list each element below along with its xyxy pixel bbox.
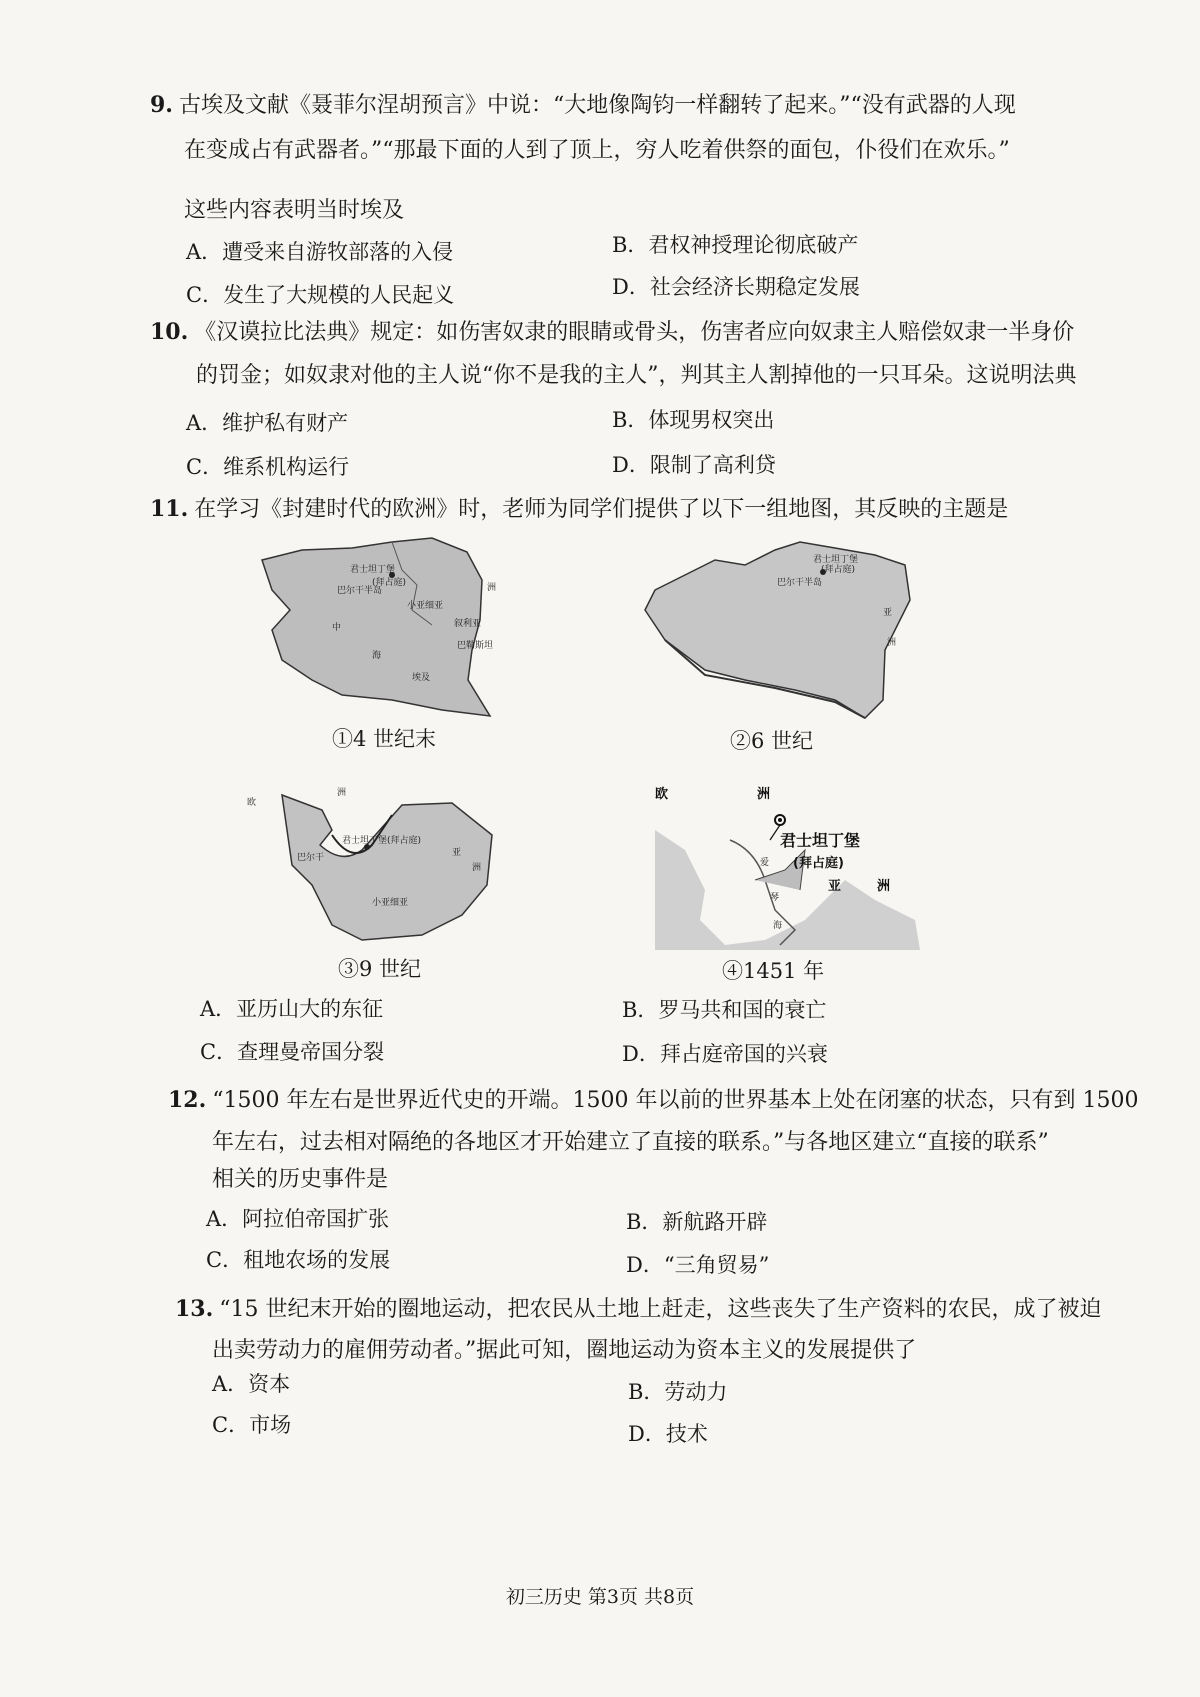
- map-label: 亚: [883, 608, 893, 618]
- option-d: D．拜占庭帝国的兴衰: [622, 1042, 828, 1066]
- map-9th-century: [242, 775, 507, 945]
- option-b: B．君权神授理论彻底破产: [612, 233, 859, 257]
- map-label: 海: [372, 651, 382, 661]
- map-caption: ①4 世纪末: [332, 727, 437, 751]
- map-label: 亚: [452, 848, 462, 858]
- option-b: B．罗马共和国的衰亡: [622, 998, 827, 1022]
- question-number: 13.: [175, 1296, 214, 1322]
- map-4th-century: [242, 530, 532, 720]
- map-label: 君士坦丁堡: [350, 565, 396, 575]
- question-text: 年左右，过去相对隔绝的各地区才开始建立了直接的联系。”与各地区建立“直接的联系”: [212, 1130, 1049, 1155]
- page-footer: 初三历史 第3页 共8页: [505, 1586, 695, 1608]
- map-label: 叙利亚: [454, 619, 482, 629]
- map-caption: ②6 世纪: [730, 729, 814, 753]
- map-caption: ③9 世纪: [338, 957, 422, 981]
- question-number: 11.: [150, 496, 189, 522]
- map-label: 欧: [247, 798, 257, 808]
- question-text: 《汉谟拉比法典》规定：如伤害奴隶的眼睛或骨头，伤害者应向奴隶主人赔偿奴隶一半身价: [194, 320, 1075, 345]
- option-b: B．劳动力: [628, 1380, 728, 1404]
- map-label: 巴勒斯坦: [457, 641, 494, 651]
- question-number: 9.: [150, 92, 173, 118]
- map-label: 小亚细亚: [407, 601, 444, 611]
- option-a: A．亚历山大的东征: [200, 997, 384, 1021]
- map-label: 海: [773, 921, 783, 931]
- question-text: 在变成占有武器者。”“那最下面的人到了顶上，穷人吃着供祭的面包，仆役们在欢乐。”: [184, 138, 1010, 163]
- option-b: B．新航路开辟: [626, 1210, 768, 1234]
- option-c: C．查理曼帝国分裂: [200, 1040, 385, 1064]
- option-b: B．体现男权突出: [612, 408, 775, 432]
- option-d: D．“三角贸易”: [626, 1253, 770, 1277]
- question-text: 这些内容表明当时埃及: [184, 198, 405, 223]
- map-1451: [645, 770, 925, 950]
- option-a: A．维护私有财产: [186, 411, 349, 435]
- question-number: 10.: [150, 319, 189, 345]
- question-text: 出卖劳动力的雇佣劳动者。”据此可知，圈地运动为资本主义的发展提供了: [212, 1338, 917, 1363]
- option-c: C．维系机构运行: [186, 455, 350, 479]
- question-text: 相关的历史事件是: [212, 1167, 389, 1192]
- question-text: 的罚金；如奴隶对他的主人说“你不是我的主人”，判其主人割掉他的一只耳朵。这说明法典: [196, 363, 1077, 388]
- map-label: (拜占庭): [821, 565, 856, 575]
- option-d: D．限制了高利贷: [612, 453, 776, 477]
- map-label: 洲: [887, 638, 897, 648]
- option-c: C．市场: [212, 1413, 292, 1437]
- option-a: A．资本: [212, 1372, 291, 1396]
- map-label: 君士坦丁堡: [780, 831, 861, 850]
- map-label: 巴尔干半岛: [777, 578, 823, 588]
- map-caption: ④1451 年: [722, 959, 825, 983]
- map-label: 爱: [760, 858, 770, 868]
- map-label: 君士坦丁堡: [813, 555, 859, 565]
- map-label: 巴尔干: [297, 853, 325, 863]
- option-d: D．技术: [628, 1422, 708, 1446]
- question-text: 古埃及文献《聂菲尔涅胡预言》中说：“大地像陶钧一样翻转了起来。”“没有武器的人现: [178, 93, 1016, 118]
- question-text: “15 世纪末开始的圈地运动，把农民从土地上赶走，这些丧失了生产资料的农民，成了被迫: [219, 1297, 1102, 1322]
- map-label: 埃及: [412, 673, 431, 683]
- map-label: 小亚细亚: [372, 898, 409, 908]
- option-d: D．社会经济长期稳定发展: [612, 275, 860, 299]
- map-label: (拜占庭): [372, 578, 407, 588]
- map-label: 洲: [757, 787, 771, 802]
- map-label: 洲: [487, 583, 497, 593]
- option-a: A．遭受来自游牧部落的入侵: [186, 240, 454, 264]
- map-label: 巴尔干半岛: [337, 586, 383, 596]
- map-label: 君士坦丁堡(拜占庭): [342, 836, 422, 846]
- map-label: (拜占庭): [793, 856, 844, 871]
- map-label: 亚: [828, 879, 842, 894]
- map-label: 洲: [337, 788, 347, 798]
- map-label: 洲: [472, 863, 482, 873]
- question-text: 在学习《封建时代的欧洲》时，老师为同学们提供了以下一组地图，其反映的主题是: [194, 497, 1009, 522]
- option-c: C．发生了大规模的人民起义: [186, 283, 455, 307]
- map-label: 欧: [655, 787, 669, 802]
- map-6th-century: [625, 530, 930, 720]
- map-label: 中: [332, 623, 342, 633]
- option-c: C．租地农场的发展: [206, 1248, 391, 1272]
- question-text: “1500 年左右是世界近代史的开端。1500 年以前的世界基本上处在闭塞的状态，只有到 1500: [212, 1088, 1139, 1113]
- map-label: 洲: [877, 879, 891, 894]
- question-number: 12.: [168, 1087, 207, 1113]
- map-label: 琴: [770, 893, 780, 903]
- option-a: A．阿拉伯帝国扩张: [206, 1207, 390, 1231]
